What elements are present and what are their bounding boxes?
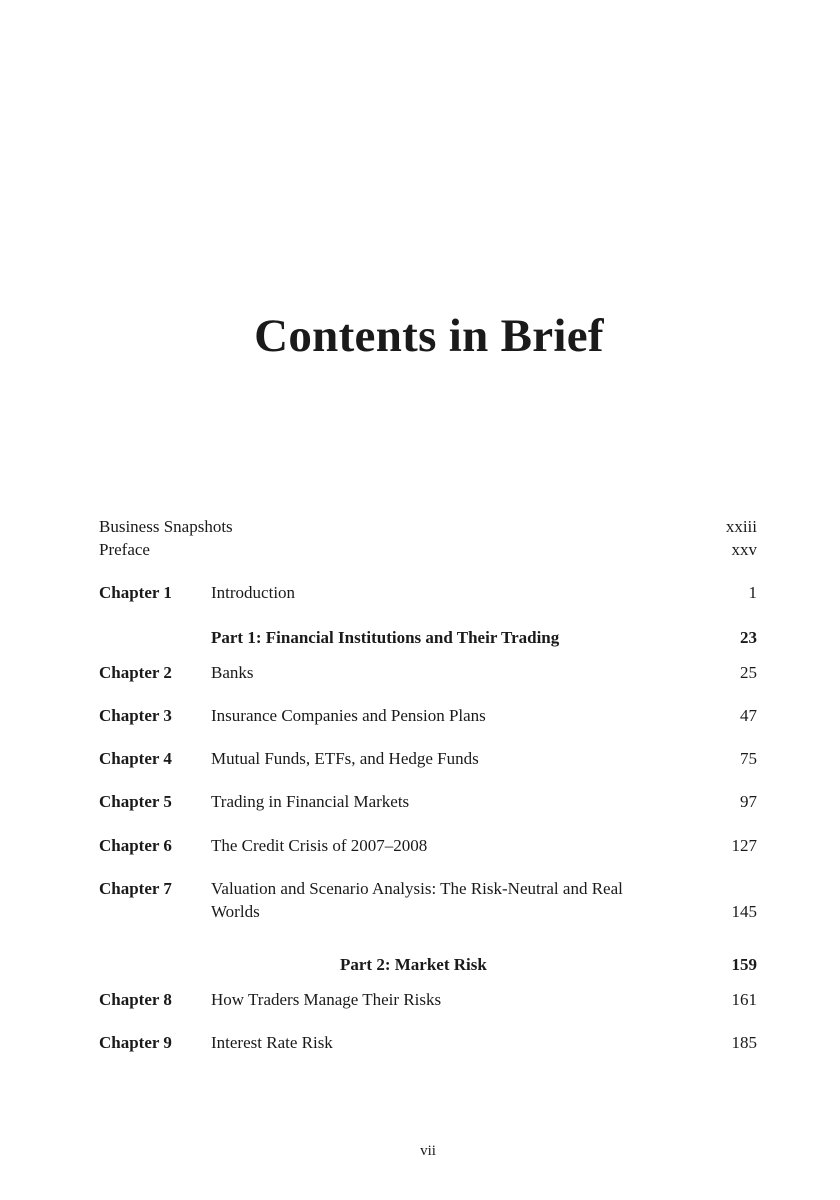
chapter-title: Interest Rate Risk bbox=[211, 1033, 333, 1052]
chapter-page: 1 bbox=[748, 583, 757, 602]
toc-entry-label: Preface bbox=[99, 540, 150, 559]
chapter-page: 185 bbox=[731, 1033, 757, 1052]
chapter-number: Chapter 7 bbox=[99, 879, 172, 898]
chapter-title: Trading in Financial Markets bbox=[211, 792, 410, 811]
chapter-title: Introduction bbox=[211, 583, 296, 602]
toc-entry-business-snapshots[interactable] bbox=[99, 516, 757, 538]
page-number: vii bbox=[420, 1143, 436, 1159]
chapter-number: Chapter 3 bbox=[99, 706, 172, 725]
chapter-page: 47 bbox=[740, 706, 757, 725]
toc-entry-chapter-1[interactable] bbox=[99, 582, 757, 604]
toc-entry-chapter-7[interactable] bbox=[99, 878, 757, 924]
chapter-number: Chapter 1 bbox=[99, 583, 172, 602]
chapter-page: 161 bbox=[731, 990, 757, 1009]
toc-entry-label: Business Snapshots bbox=[99, 517, 233, 536]
toc-entry-preface[interactable] bbox=[99, 539, 757, 561]
toc-entry-chapter-8[interactable] bbox=[99, 989, 757, 1011]
chapter-number: Chapter 5 bbox=[99, 792, 172, 811]
part-title: Part 1: Financial Institutions and Their Trading bbox=[211, 628, 560, 647]
chapter-page: 127 bbox=[731, 836, 757, 855]
toc-entry-chapter-6[interactable] bbox=[99, 835, 757, 857]
chapter-page: 97 bbox=[740, 792, 757, 811]
chapter-page: 75 bbox=[740, 749, 757, 768]
toc-entry-page: xxv bbox=[731, 540, 757, 559]
chapter-number: Chapter 4 bbox=[99, 749, 172, 768]
page-title: Contents in Brief bbox=[254, 310, 604, 362]
part-page: 23 bbox=[740, 628, 757, 647]
toc-entry-chapter-4[interactable] bbox=[99, 748, 757, 770]
chapter-title-line-2: Worlds bbox=[211, 902, 260, 921]
toc-entry-chapter-3[interactable] bbox=[99, 705, 757, 727]
toc-part-2[interactable] bbox=[99, 954, 757, 976]
chapter-title: How Traders Manage Their Risks bbox=[211, 990, 442, 1009]
toc-entry-chapter-9[interactable] bbox=[99, 1032, 757, 1054]
part-page: 159 bbox=[731, 955, 757, 974]
toc-part-1[interactable] bbox=[99, 627, 757, 649]
part-title: Part 2: Market Risk bbox=[340, 955, 487, 974]
chapter-number: Chapter 6 bbox=[99, 836, 172, 855]
chapter-title: Banks bbox=[211, 663, 254, 682]
toc-entry-page: xxiii bbox=[725, 517, 757, 536]
chapter-number: Chapter 8 bbox=[99, 990, 172, 1009]
toc-entry-chapter-2[interactable] bbox=[99, 662, 757, 684]
chapter-page: 25 bbox=[740, 663, 757, 682]
chapter-title: Mutual Funds, ETFs, and Hedge Funds bbox=[211, 749, 479, 768]
chapter-number: Chapter 2 bbox=[99, 663, 172, 682]
chapter-page: 145 bbox=[731, 902, 757, 921]
toc-entry-chapter-5[interactable] bbox=[99, 791, 757, 813]
chapter-title-line-1: Valuation and Scenario Analysis: The Risk-Neutral and Real bbox=[211, 879, 623, 898]
chapter-title: Insurance Companies and Pension Plans bbox=[211, 706, 486, 725]
chapter-number: Chapter 9 bbox=[99, 1033, 172, 1052]
chapter-title: The Credit Crisis of 2007–2008 bbox=[211, 836, 428, 855]
